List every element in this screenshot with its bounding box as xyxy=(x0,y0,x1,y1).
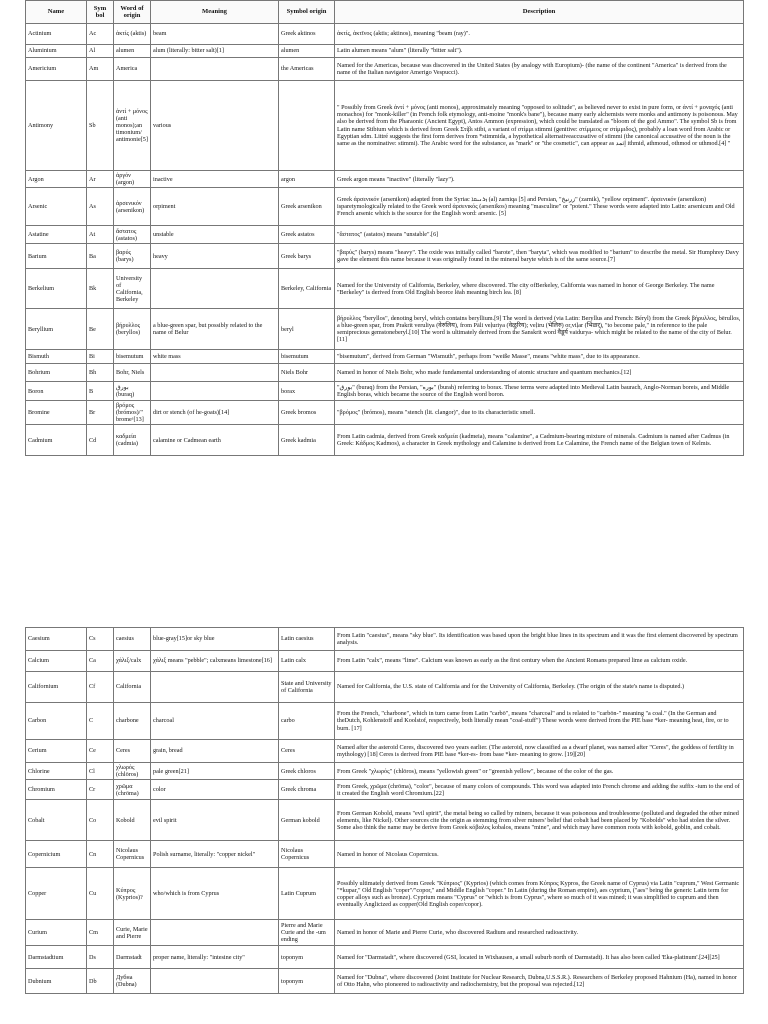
meaning-cell: grain, bread xyxy=(151,740,279,763)
element-name-cell: Arsenic xyxy=(26,188,87,226)
element-name-cell: Caesium xyxy=(26,628,87,651)
header-word: Word of origin xyxy=(114,1,151,24)
table-row xyxy=(26,763,744,780)
word-of-origin-cell: Bohr, Niels xyxy=(114,364,151,382)
word-of-origin-cell: χάλιξ/calx xyxy=(114,651,151,672)
word-of-origin-cell: ἀκτίς (aktis) xyxy=(114,24,151,45)
element-symbol-cell: Co xyxy=(87,800,114,841)
meaning-cell: color xyxy=(151,780,279,800)
element-symbol-cell: Al xyxy=(87,45,114,58)
table-row xyxy=(26,244,744,269)
table-row xyxy=(26,226,744,244)
symbol-origin-cell: State and University of California xyxy=(279,672,335,703)
element-symbol-cell: Ce xyxy=(87,740,114,763)
meaning-cell: alum (literally: bitter salt)[1] xyxy=(151,45,279,58)
element-symbol-cell: Be xyxy=(87,309,114,350)
symbol-origin-cell: carbo xyxy=(279,703,335,740)
meaning-cell xyxy=(151,364,279,382)
description-cell: Named in honor of Nicolaus Copernicus. xyxy=(335,841,744,868)
word-of-origin-cell: ἀντί + μόνος (anti monos);an timonium/ antimonie[5] xyxy=(114,81,151,171)
element-name-cell: Cobalt xyxy=(26,800,87,841)
description-cell: From Latin "caesius", means "sky blue". Its identification was based upon the bright blue lines in its spectrum and it was the first element discovered by spectrum analysis. xyxy=(335,628,744,651)
table-row xyxy=(26,309,744,350)
symbol-origin-cell: Latin Cuprum xyxy=(279,868,335,920)
header-symbol-origin: Symbol origin xyxy=(279,1,335,24)
symbol-origin-cell xyxy=(279,81,335,171)
symbol-origin-cell: Niels Bohr xyxy=(279,364,335,382)
header-symbol: Sym bol xyxy=(87,1,114,24)
symbol-origin-cell: Greek bromos xyxy=(279,401,335,425)
description-cell: From Latin "calx", means "lime". Calcium was known as early as the first century when the Ancient Romans prepared lime as calcium oxide. xyxy=(335,651,744,672)
word-of-origin-cell: بورق (buraq) xyxy=(114,382,151,401)
table-row xyxy=(26,628,744,651)
description-cell: Named in honor of Niels Bohr, who made fundamental understanding of atomic structure and quantum mechanics.[12] xyxy=(335,364,744,382)
word-of-origin-cell: Curie, Marie and Pierre xyxy=(114,920,151,946)
element-name-cell: Bismuth xyxy=(26,350,87,364)
element-name-cell: Beryllium xyxy=(26,309,87,350)
description-cell: From Greek "χλωρός" (chlōros), means "yellowish green" or "greenish yellow", because of the color of the gas. xyxy=(335,763,744,780)
description-cell: "ἄστατος" (astatos) means "unstable".[6] xyxy=(335,226,744,244)
symbol-origin-cell: Pierre and Marie Curie and the -um ending xyxy=(279,920,335,946)
meaning-cell: calamine or Cadmean earth xyxy=(151,425,279,456)
etymology-table-2 xyxy=(25,627,744,994)
word-of-origin-cell: βαρύς (barys) xyxy=(114,244,151,269)
description-cell: Greek argon means "inactive" (literally "lazy"). xyxy=(335,171,744,188)
meaning-cell: white mass xyxy=(151,350,279,364)
table-row xyxy=(26,45,744,58)
meaning-cell xyxy=(151,672,279,703)
element-symbol-cell: Cu xyxy=(87,868,114,920)
element-name-cell: Dubnium xyxy=(26,969,87,994)
table-row xyxy=(26,171,744,188)
description-cell: Named for California, the U.S. state of California and for the University of California, Berkeley. (The origin of the state's name is disputed.) xyxy=(335,672,744,703)
symbol-origin-cell: Latin calx xyxy=(279,651,335,672)
symbol-origin-cell: toponym xyxy=(279,969,335,994)
word-of-origin-cell: ἄστατος (astatos) xyxy=(114,226,151,244)
etymology-table-1 xyxy=(25,0,744,456)
table-row xyxy=(26,780,744,800)
element-symbol-cell: Cs xyxy=(87,628,114,651)
description-cell: From German Kobold, means "evil spirit", the metal being so called by miners, because it was poisonous and troublesome (polluted and degraded the other mined elements, like Nickel). Other sources cite the origin as stemming from silver miners' belief that cobalt had been placed by "Kobolds" who had stolen the silver. Some also think the name may be derive from Greek κόβαλος kobalos, means "mine", and which may have common roots with kobold, goblin, and cobalt. xyxy=(335,800,744,841)
meaning-cell: Polish surname, literally: "copper nickel" xyxy=(151,841,279,868)
header-name: Name xyxy=(26,1,87,24)
element-symbol-cell: Cl xyxy=(87,763,114,780)
symbol-origin-cell: Berkeley, California xyxy=(279,269,335,309)
table-row xyxy=(26,672,744,703)
description-cell: "بورق" (buraq) from the Persian, "بوره" (burah) referring to borax. These terms were adapted into Medieval Latin baurach, Anglo-Norman boreis, and Middle English boras, which became the source of the English word boron. xyxy=(335,382,744,401)
element-symbol-cell: Sb xyxy=(87,81,114,171)
word-of-origin-cell: America xyxy=(114,58,151,81)
meaning-cell: various xyxy=(151,81,279,171)
symbol-origin-cell: Latin caesius xyxy=(279,628,335,651)
symbol-origin-cell: Ceres xyxy=(279,740,335,763)
word-of-origin-cell: ἀργόν (argon) xyxy=(114,171,151,188)
element-name-cell: Argon xyxy=(26,171,87,188)
symbol-origin-cell: toponym xyxy=(279,946,335,969)
table-row xyxy=(26,969,744,994)
word-of-origin-cell: Darmstadt xyxy=(114,946,151,969)
element-name-cell: Bohrium xyxy=(26,364,87,382)
table-row xyxy=(26,841,744,868)
description-cell: "βρόμος" (brómos), means "stench (lit. clangor)", due to its characteristic smell. xyxy=(335,401,744,425)
meaning-cell: who/which is from Cyprus xyxy=(151,868,279,920)
table-row xyxy=(26,188,744,226)
word-of-origin-cell: καδμεία (cadmia) xyxy=(114,425,151,456)
word-of-origin-cell: California xyxy=(114,672,151,703)
description-cell: Named for the Americas, because was discovered in the United States (by analogy with Europium)- (the name of the continent "America" is derived from the name of the Italian navigator Amerigo Vespucci). xyxy=(335,58,744,81)
symbol-origin-cell: the Americas xyxy=(279,58,335,81)
element-symbol-cell: Cr xyxy=(87,780,114,800)
element-symbol-cell: At xyxy=(87,226,114,244)
element-symbol-cell: Cm xyxy=(87,920,114,946)
description-cell: Named in honor of Marie and Pierre Curie, who discovered Radium and researched radioactivity. xyxy=(335,920,744,946)
element-name-cell: Californium xyxy=(26,672,87,703)
symbol-origin-cell: Greek chroma xyxy=(279,780,335,800)
table-row xyxy=(26,350,744,364)
table-row xyxy=(26,24,744,45)
description-cell: Named after the asteroid Ceres, discovered two years earlier. (The asteroid, now classified as a dwarf planet, was named after "Ceres", the goddess of fertility in mythology) [18] Ceres is derived from PIE base *ker-es- from base *ker- meaning to grow. [19][20] xyxy=(335,740,744,763)
element-name-cell: Copper xyxy=(26,868,87,920)
element-name-cell: Actinium xyxy=(26,24,87,45)
description-cell: Latin alumen means "alum" (literally "bitter salt"). xyxy=(335,45,744,58)
element-symbol-cell: Br xyxy=(87,401,114,425)
meaning-cell xyxy=(151,58,279,81)
table-row xyxy=(26,868,744,920)
table-row xyxy=(26,740,744,763)
word-of-origin-cell: bisemutum xyxy=(114,350,151,364)
word-of-origin-cell: caesius xyxy=(114,628,151,651)
description-cell: ἀκτίς, ἀκτῖνος (aktis; aktinos), meaning "beam (ray)". xyxy=(335,24,744,45)
symbol-origin-cell: Nicolaus Copernicus xyxy=(279,841,335,868)
meaning-cell xyxy=(151,920,279,946)
element-symbol-cell: Bh xyxy=(87,364,114,382)
element-name-cell: Americium xyxy=(26,58,87,81)
description-cell: Named for "Dubna", where discovered (Joint Institute for Nuclear Research, Dubna,U.S.S.R.). Researchers of Berkeley proposed Hahnium (Ha), named in honor of Otto Hahn, who pioneered to radioactivity and radiochemistry, but the proposal was rejected.[12] xyxy=(335,969,744,994)
element-name-cell: Cadmium xyxy=(26,425,87,456)
description-cell: "bisemutum", derived from German "Wismuth", perhaps from "weiße Masse", means "white mass", due to its appearance. xyxy=(335,350,744,364)
description-cell: From Greek, χρῶμα (chrōma), "color", because of many colors of compounds. This word was adapted into French chrome and adding the suffix -ium to the end of it created the English word Chromium.[22] xyxy=(335,780,744,800)
meaning-cell: blue-gray[15]or sky blue xyxy=(151,628,279,651)
symbol-origin-cell: Greek arsenikon xyxy=(279,188,335,226)
table-1-body xyxy=(26,24,744,456)
meaning-cell: inactive xyxy=(151,171,279,188)
element-symbol-cell: Ba xyxy=(87,244,114,269)
symbol-origin-cell: Greek aktinos xyxy=(279,24,335,45)
element-name-cell: Darmstadtium xyxy=(26,946,87,969)
description-cell: Named for the University of California, Berkeley, where discovered. The city ofBerkeley, California was named in honor of George Berkeley. The name "Berkeley" is derived from Old English beorce lēah meaning birch lea. [8] xyxy=(335,269,744,309)
symbol-origin-cell: bisemutum xyxy=(279,350,335,364)
table-row xyxy=(26,920,744,946)
meaning-cell: unstable xyxy=(151,226,279,244)
description-cell: " Possibly from Greek ἀντί + μόνος (anti monos), approximately meaning "opposed to solitude", as believed never to exist in pure form, or ἀντί + μοναχός (anti monachos) for "monk-killer" (in French folk etymology, anti-moine "monk's bane"), because many early alchemists were monks and antimony is poisonous. May also be derived from the Pharaonic (Ancient Egypt), Antos Ammon (expression), which could be translated as "bloom of the god Ammo". The symbol Sb is from Latin name Stibium which is derived from Greek Στίβι stibi, a variant of στίμμι stimmi (genitive: στίμμεος or στίμμιδος), probably a loan word from Arabic or Egyptian sdm. Littré suggests the first form derives from *stimmida, a hypothetical alternativeaccusative of stimmi (the canonical accusative of the noun is the same as the nominative: stimmi). The Arabic word for the substance, as "mark" or "the cosmetic", can appear as إثمد ithmid, athmoud, othmod or uthmod.[4] " xyxy=(335,81,744,171)
table-row xyxy=(26,364,744,382)
symbol-origin-cell: Greek chloros xyxy=(279,763,335,780)
element-name-cell: Copernicium xyxy=(26,841,87,868)
element-symbol-cell: Cd xyxy=(87,425,114,456)
word-of-origin-cell: Κύπρος (Kyprios)? xyxy=(114,868,151,920)
table-row xyxy=(26,401,744,425)
meaning-cell: evil spirit xyxy=(151,800,279,841)
header-description: Description xyxy=(335,1,744,24)
table-2-body xyxy=(26,628,744,994)
symbol-origin-cell: Greek barys xyxy=(279,244,335,269)
element-name-cell: Curium xyxy=(26,920,87,946)
symbol-origin-cell: beryl xyxy=(279,309,335,350)
symbol-origin-cell: borax xyxy=(279,382,335,401)
element-symbol-cell: Am xyxy=(87,58,114,81)
description-cell: βήρυλλος "beryllos", denoting beryl, which contains beryllium.[9] The word is derived (via Latin: Beryllus and French: Béryl) from the Greek βήρυλλος, bērullos, a blue-green spar, from Prakrit veruliya (वेरुलिय), from Pāli veḷuriya (वेळुरिय); veḷiru (भेलिरु) or,viḷar (भिळर्), "to become pale," in reference to the pale semiprecious gemstoneberyl.[10] The word is ultimately derived from the Sanskrit word वैडूर्य vaidurya- which might be related to the name of the city of Belur.[11] xyxy=(335,309,744,350)
meaning-cell: beam xyxy=(151,24,279,45)
word-of-origin-cell: Дубна (Dubna) xyxy=(114,969,151,994)
element-name-cell: Antimony xyxy=(26,81,87,171)
element-name-cell: Boron xyxy=(26,382,87,401)
meaning-cell: orpiment xyxy=(151,188,279,226)
element-symbol-cell: Cf xyxy=(87,672,114,703)
meaning-cell: proper name, literally: "intesine city" xyxy=(151,946,279,969)
element-symbol-cell: Ac xyxy=(87,24,114,45)
element-name-cell: Chromium xyxy=(26,780,87,800)
table-row xyxy=(26,269,744,309)
element-symbol-cell: B xyxy=(87,382,114,401)
element-symbol-cell: Ds xyxy=(87,946,114,969)
symbol-origin-cell: argon xyxy=(279,171,335,188)
element-name-cell: Calcium xyxy=(26,651,87,672)
element-symbol-cell: Ar xyxy=(87,171,114,188)
description-cell: From Latin cadmia, derived from Greek καδμεία (kadmeia), means "calamine", a Cadmium-bearing mixture of minerals. Cadmium is named after Cadmus (in Greek: Κάδμος Kadmos), a character in Greek mythology and Calamine is derived from Le Calamine, the French name of the Belgian town of Kelmis. xyxy=(335,425,744,456)
table-row xyxy=(26,382,744,401)
meaning-cell xyxy=(151,382,279,401)
description-cell: Named for "Darmstadt", where discovered (GSI, located in Wixhausen, a small suburb north of Darmstadt). It has also been called 'Eka-platinum'.[24][25] xyxy=(335,946,744,969)
element-symbol-cell: Ca xyxy=(87,651,114,672)
symbol-origin-cell: Greek kadmia xyxy=(279,425,335,456)
element-name-cell: Bromine xyxy=(26,401,87,425)
meaning-cell xyxy=(151,269,279,309)
word-of-origin-cell: Ceres xyxy=(114,740,151,763)
element-symbol-cell: Db xyxy=(87,969,114,994)
element-name-cell: Berkelium xyxy=(26,269,87,309)
element-symbol-cell: As xyxy=(87,188,114,226)
symbol-origin-cell: alumen xyxy=(279,45,335,58)
word-of-origin-cell: charbone xyxy=(114,703,151,740)
table-row xyxy=(26,946,744,969)
table-row xyxy=(26,58,744,81)
element-symbol-cell: Bk xyxy=(87,269,114,309)
table-row xyxy=(26,703,744,740)
element-name-cell: Astatine xyxy=(26,226,87,244)
word-of-origin-cell: βήρυλλος (beryllos) xyxy=(114,309,151,350)
meaning-cell xyxy=(151,969,279,994)
word-of-origin-cell: alumen xyxy=(114,45,151,58)
element-name-cell: Barium xyxy=(26,244,87,269)
table-page-1 xyxy=(25,0,743,456)
table-row xyxy=(26,81,744,171)
meaning-cell: charcoal xyxy=(151,703,279,740)
description-cell: Greek ἀρσενικόν (arsenikon) adapted from the Syriac ܙܪܢܝܩܐ (al) zarniqa [5] and Persian, "زرنیخ" (zarnik), "yellow orpiment". ἀρσενικόν (arsenikon) isparetymologically related to the Greek word ἀρσενικός (arsenikos) meaning "masculine" or "potent." These words were adapted into Latin: arsenicum and Old French arsenic which is the source for the English word: arsenic. [5] xyxy=(335,188,744,226)
header-row xyxy=(26,1,744,24)
header-meaning: Meaning xyxy=(151,1,279,24)
word-of-origin-cell: University of California, Berkeley xyxy=(114,269,151,309)
description-cell: From the French, "charbone", which in turn came from Latin "carbō", means "charcoal" and is related to "carbōn-" meaning "a coal." (In the German and theDutch, Kohlenstoff and Koolstof, respectively, both literally mean "coal-stuff") These words were derived from the PIE base *ker- meaning heat, fire, or to burn. [17] xyxy=(335,703,744,740)
word-of-origin-cell: Nicolaus Copernicus xyxy=(114,841,151,868)
meaning-cell: heavy xyxy=(151,244,279,269)
word-of-origin-cell: βρόμος (brómos)/" bromeᵃ[13] xyxy=(114,401,151,425)
element-symbol-cell: Bi xyxy=(87,350,114,364)
meaning-cell: χάλιξ means "pebble"; calxmeans limestone[16] xyxy=(151,651,279,672)
table-page-2 xyxy=(25,627,743,994)
description-cell: Possibly ultimately derived from Greek "Κύπριος" (Kyprios) (which comes from Κύπρος Kypros, the Greek name of Cyprus) via Latin "cuprum," West Germanic "*kupar," Old English "coper"/"copor," and Middle English "coper." In Latin (during the Roman empire), aes cyprium, ("aes" being the generic Latin term for copper alloys such as bronze). Cyprium means "Cyprus" or "which is from Cyprus", where so much of it was mined; it was simplified to cuprum and then eventually Anglicized as copper(Old English coper/copor). xyxy=(335,868,744,920)
table-row xyxy=(26,651,744,672)
element-name-cell: Chlorine xyxy=(26,763,87,780)
word-of-origin-cell: Kobold xyxy=(114,800,151,841)
symbol-origin-cell: German kobold xyxy=(279,800,335,841)
table-row xyxy=(26,800,744,841)
element-name-cell: Aluminium xyxy=(26,45,87,58)
symbol-origin-cell: Greek astatos xyxy=(279,226,335,244)
element-name-cell: Cerium xyxy=(26,740,87,763)
element-name-cell: Carbon xyxy=(26,703,87,740)
description-cell: "βαρύς" (barys) means "heavy". The oxide was initially called "barote", then "baryta", which was modified to "barium" to describe the metal. Sir Humphrey Davy gave the element this name because it was originally found in the mineral baryte which is of the same source.[7] xyxy=(335,244,744,269)
element-symbol-cell: C xyxy=(87,703,114,740)
meaning-cell: pale green[21] xyxy=(151,763,279,780)
table-row xyxy=(26,425,744,456)
word-of-origin-cell: χρῶμα (chrōma) xyxy=(114,780,151,800)
meaning-cell: dirt or stench (of he-goats)[14] xyxy=(151,401,279,425)
element-symbol-cell: Cn xyxy=(87,841,114,868)
meaning-cell: a blue-green spar, but possibly related to the name of Belur xyxy=(151,309,279,350)
word-of-origin-cell: ἀρσενικόν (arsenikon) xyxy=(114,188,151,226)
word-of-origin-cell: χλωρός (chlōros) xyxy=(114,763,151,780)
